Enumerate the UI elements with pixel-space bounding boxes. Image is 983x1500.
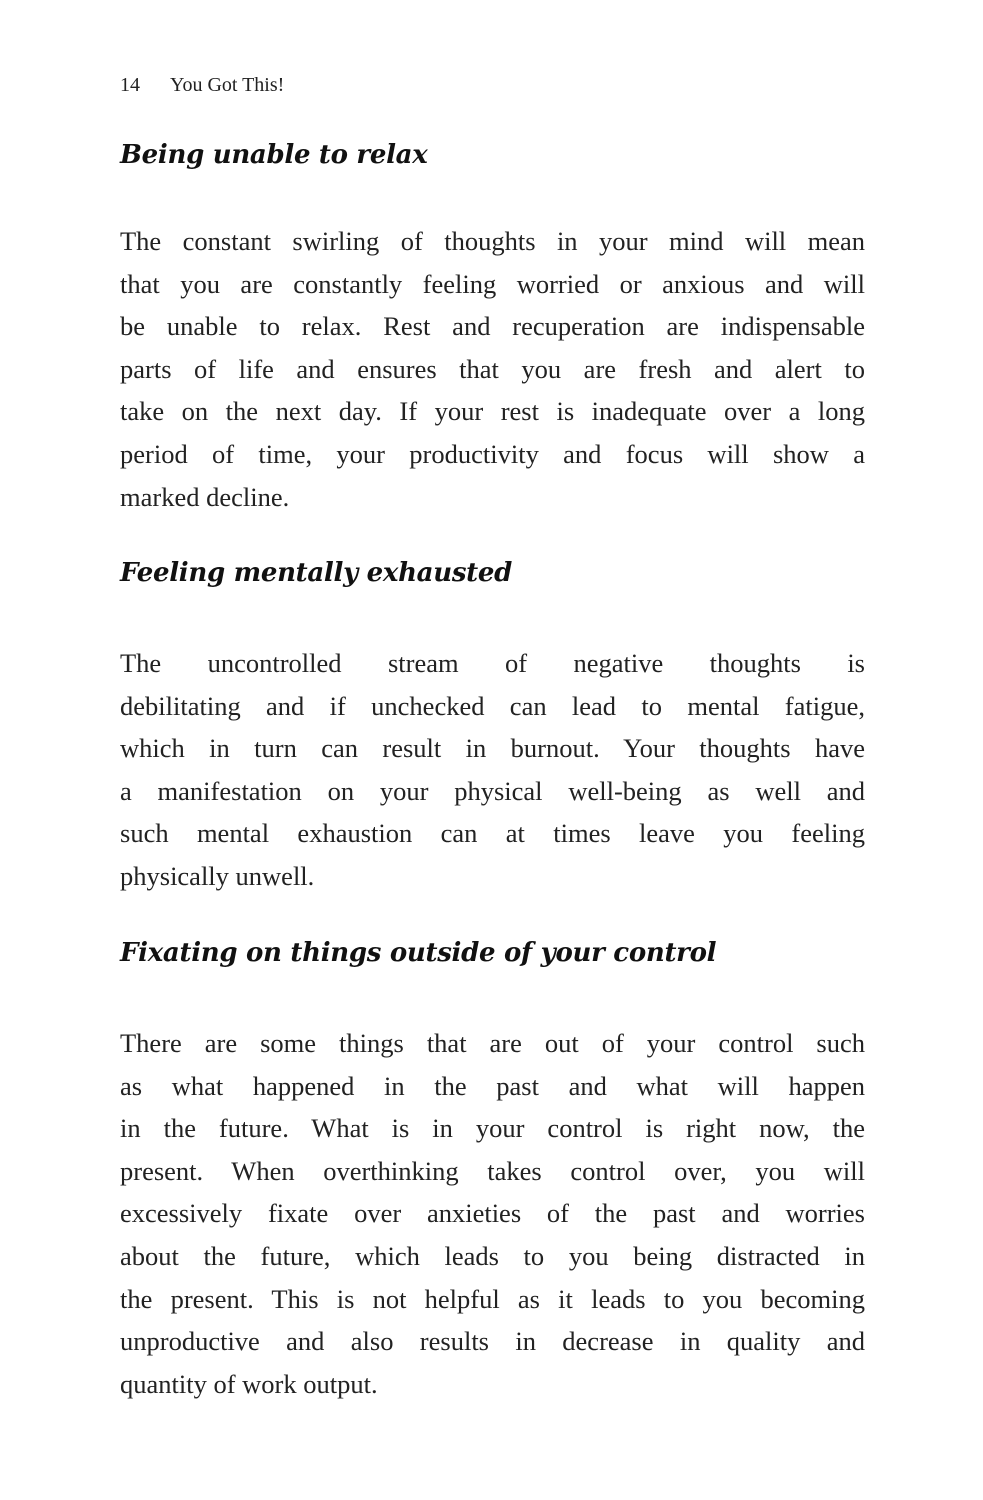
paragraph-line: The uncontrolled stream of negative thoughts is [120, 648, 865, 678]
section-heading: Fixating on things outside of your control [120, 938, 717, 968]
paragraph-line: marked decline. [120, 481, 290, 512]
paragraph-line: parts of life and ensures that you are fresh and alert to [120, 353, 865, 384]
section-heading: Being unable to relax [120, 140, 428, 170]
page-number: 14 [120, 74, 140, 96]
paragraph-line: quantity of work output. [120, 1368, 378, 1399]
paragraph-line: a manifestation on your physical well-being as well and [120, 775, 865, 806]
section-paragraph [120, 642, 865, 898]
paragraph-line: which in turn can result in burnout. Your thoughts have [120, 733, 865, 764]
paragraph-line: such mental exhaustion can at times leave you feeling [120, 818, 865, 849]
section-heading: Feeling mentally exhausted [120, 558, 513, 588]
section-paragraph [120, 1022, 865, 1405]
paragraph-line: unproductive and also results in decrease in quality and [120, 1326, 865, 1357]
paragraph-line: in the future. What is in your control is right now, the [120, 1113, 865, 1144]
paragraph-line: period of time, your productivity and focus will show a [120, 438, 865, 469]
paragraph-line: about the future, which leads to you being distracted in [120, 1240, 865, 1271]
paragraph-line: present. When overthinking takes control over, you will [120, 1155, 865, 1186]
paragraph-line: debilitating and if unchecked can lead to mental fatigue, [120, 690, 865, 721]
paragraph-line: that you are constantly feeling worried or anxious and will [120, 268, 865, 299]
paragraph-line: the present. This is not helpful as it leads to you becoming [120, 1283, 865, 1314]
section-paragraph [120, 220, 865, 518]
paragraph-line: be unable to relax. Rest and recuperation are indispensable [120, 311, 865, 342]
book-title: You Got This! [170, 74, 285, 96]
paragraph-line: The constant swirling of thoughts in your mind will mean [120, 226, 865, 256]
paragraph-line: take on the next day. If your rest is inadequate over a long [120, 396, 865, 427]
paragraph-line: excessively fixate over anxieties of the past and worries [120, 1198, 865, 1229]
paragraph-line: There are some things that are out of your control such [120, 1028, 865, 1058]
paragraph-line: physically unwell. [120, 860, 315, 891]
running-header [120, 74, 284, 97]
paragraph-line: as what happened in the past and what will happen [120, 1070, 865, 1101]
